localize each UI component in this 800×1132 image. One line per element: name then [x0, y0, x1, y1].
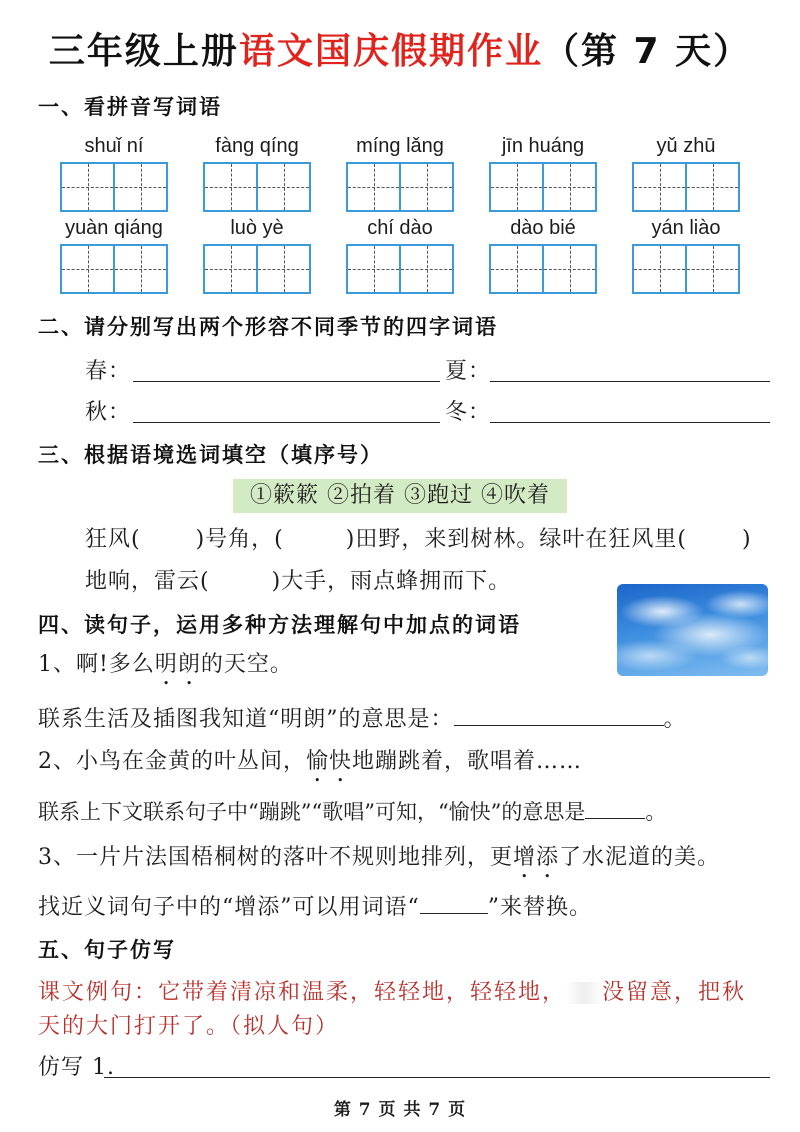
tianzige-cell[interactable]: [62, 246, 113, 292]
tianzige-grid: [60, 244, 168, 294]
section2-heading: 二、请分别写出两个形容不同季节的四字词语: [38, 315, 498, 339]
section4-heading: 四、读句子，运用多种方法理解句中加点的词语: [38, 613, 521, 637]
question-text: 找近义词句子中的“增添”可以用词语“: [38, 895, 420, 920]
answer-blank[interactable]: [585, 798, 645, 819]
fill-in-line-2: [85, 566, 511, 598]
tianzige-cell[interactable]: [205, 164, 256, 210]
tianzige-cell[interactable]: [634, 164, 685, 210]
pinyin-word-group: [60, 215, 168, 294]
question-text: ”来替换。: [487, 895, 592, 920]
imitate-label: 仿写 1.: [38, 1055, 115, 1080]
word-options-box: ①簌簌 ②拍着 ③跑过 ④吹着: [233, 479, 567, 513]
summer-label: 夏：: [445, 359, 492, 384]
tianzige-cell[interactable]: [685, 164, 738, 210]
pinyin-label: jīn huáng: [501, 135, 585, 157]
fill-text: 狂风(: [85, 527, 141, 552]
tianzige-grid: [203, 162, 311, 212]
tianzige-cell[interactable]: [685, 246, 738, 292]
pinyin-word-group: [203, 133, 311, 212]
tianzige-grid: [346, 162, 454, 212]
pinyin-label: yuàn qiáng: [65, 217, 163, 239]
dotted-word: 愉快: [306, 749, 353, 774]
question-2: [38, 796, 666, 828]
page-title: [0, 26, 800, 78]
pinyin-word-group: [346, 133, 454, 212]
pinyin-word-group: [632, 133, 740, 212]
page-footer: 第 7 页 共 7 页: [333, 1100, 467, 1120]
pinyin-word-group: [203, 215, 311, 294]
winter-answer-line[interactable]: [490, 422, 770, 423]
tianzige-cell[interactable]: [634, 246, 685, 292]
tianzige-cell[interactable]: [205, 246, 256, 292]
tianzige-cell[interactable]: [399, 164, 452, 210]
tianzige-grid: [60, 162, 168, 212]
tianzige-cell[interactable]: [256, 164, 309, 210]
example-sentence-line-1: [38, 977, 746, 1009]
sentence-3: [38, 842, 720, 883]
tianzige-grid: [632, 162, 740, 212]
question-text: 。: [645, 800, 667, 824]
pinyin-label: shuǐ ní: [84, 135, 144, 157]
tianzige-cell[interactable]: [256, 246, 309, 292]
example-text: 课文例句：它带着清凉和温柔，轻轻地，轻轻地，: [38, 980, 567, 1005]
dotted-word: 明朗: [154, 652, 201, 677]
tianzige-cell[interactable]: [348, 164, 399, 210]
pinyin-word-group: [632, 215, 740, 294]
section1-heading: 一、看拼音写词语: [38, 95, 222, 119]
fill-text: ): [741, 527, 752, 552]
tianzige-cell[interactable]: [542, 246, 595, 292]
pinyin-word-group: [60, 133, 168, 212]
pinyin-word-group: [489, 215, 597, 294]
section3-heading: 三、根据语境选词填空（填序号）: [38, 443, 383, 467]
pinyin-label: fàng qíng: [215, 135, 299, 157]
sentence-text: 3、一片片法国梧桐树的落叶不规则地排列，更: [38, 845, 513, 870]
question-text: 联系生活及插图我知道“明朗”的意思是：: [38, 707, 454, 732]
spring-label: 春：: [85, 359, 132, 384]
pinyin-label: chí dào: [367, 217, 433, 239]
example-text: 没留意，把秋: [602, 980, 747, 1005]
sentence-text: 地蹦跳着，歌唱着……: [352, 749, 583, 774]
sentence-text: 1、啊!多么: [38, 652, 155, 677]
tianzige-cell[interactable]: [113, 246, 166, 292]
tianzige-grid: [346, 244, 454, 294]
tianzige-cell[interactable]: [399, 246, 452, 292]
pinyin-row-2: [60, 215, 740, 294]
question-text: 联系上下文联系句子中“蹦跳”“歌唱”可知，“愉快”的意思是: [38, 800, 586, 824]
section5-heading: 五、句子仿写: [38, 938, 176, 962]
pinyin-word-group: [489, 133, 597, 212]
tianzige-cell[interactable]: [348, 246, 399, 292]
tianzige-cell[interactable]: [542, 164, 595, 210]
answer-blank[interactable]: [420, 893, 488, 914]
question-3: [38, 892, 592, 924]
title-highlight: 语文国庆假期作业: [238, 31, 543, 72]
pinyin-label: yǔ zhū: [656, 135, 716, 157]
fill-in-line-1: [85, 524, 752, 556]
sentence-text: 的天空。: [200, 652, 293, 677]
autumn-label: 秋：: [85, 400, 132, 425]
winter-label: 冬：: [445, 400, 492, 425]
example-sentence-line-2: 天的大门打开了。（拟人句）: [38, 1014, 340, 1039]
tianzige-cell[interactable]: [491, 246, 542, 292]
pinyin-label: míng lǎng: [356, 135, 444, 157]
sky-illustration: [617, 584, 768, 676]
tianzige-grid: [489, 162, 597, 212]
pinyin-row-1: [60, 133, 740, 212]
obscured-text: [566, 982, 602, 1004]
sentence-2: [38, 746, 582, 787]
tianzige-cell[interactable]: [113, 164, 166, 210]
pinyin-word-group: [346, 215, 454, 294]
tianzige-grid: [489, 244, 597, 294]
title-prefix: 三年级上册: [48, 31, 239, 72]
fill-text: )田野，来到树林。绿叶在狂风里(: [345, 527, 687, 552]
pinyin-label: dào bié: [510, 217, 576, 239]
title-suffix: （第 7 天）: [542, 31, 752, 72]
fill-text: 地响，雷云(: [85, 569, 210, 594]
pinyin-label: yán liào: [651, 217, 721, 239]
spring-answer-line[interactable]: [133, 381, 440, 382]
tianzige-cell[interactable]: [491, 164, 542, 210]
tianzige-grid: [203, 244, 311, 294]
sentence-text: 2、小鸟在金黄的叶丛间，: [38, 749, 306, 774]
summer-answer-line[interactable]: [490, 381, 770, 382]
answer-blank[interactable]: [454, 705, 664, 726]
question-text: 。: [663, 707, 687, 732]
tianzige-cell[interactable]: [62, 164, 113, 210]
fill-text: )号角，(: [195, 527, 284, 552]
imitate-answer-line[interactable]: [104, 1077, 770, 1078]
sentence-text: 了水泥道的美。: [559, 845, 721, 870]
sentence-1: [38, 649, 293, 690]
autumn-answer-line[interactable]: [133, 422, 440, 423]
dotted-word: 增添: [513, 845, 560, 870]
tianzige-grid: [632, 244, 740, 294]
question-1: [38, 704, 687, 736]
fill-text: )大手，雨点蜂拥而下。: [271, 569, 512, 594]
pinyin-label: luò yè: [230, 217, 284, 239]
